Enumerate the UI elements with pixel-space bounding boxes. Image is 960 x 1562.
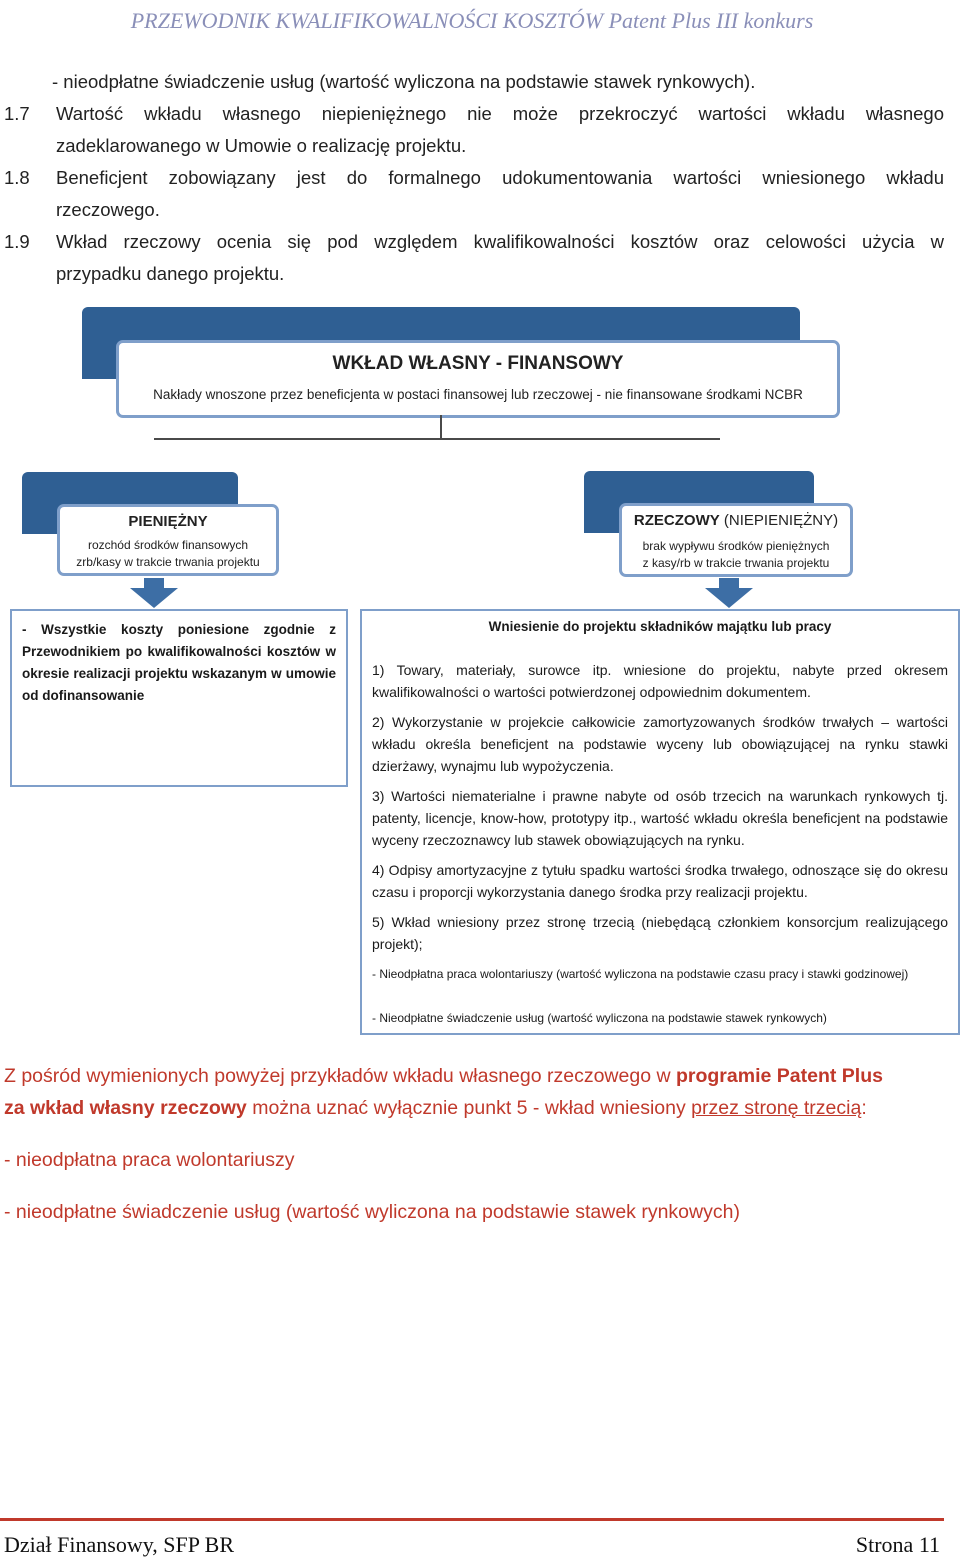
left-arrow-shaft [144,578,164,588]
item-number: 1.7 [4,103,30,124]
note-text: : [861,1097,867,1119]
item-line: przypadku danego projektu. [56,263,285,284]
note-line-1 [4,1062,944,1090]
footer-page-number: Strona 11 [855,1532,940,1557]
right-list-item: 4) Odpisy amortyzacyjne z tytułu spadku wartości środka trwałego, odnoszące się do okresu czasu i proporcji wykorzystania danego środka przy realizacji projektu. [372,862,948,900]
page-header-title: PRZEWODNIK KWALIFIKOWALNOŚCI KOSZTÓW Patent Plus III konkurs [130,8,814,33]
left-arrow-head [130,588,178,608]
left-list-text: - Wszystkie koszty poniesione zgodnie z Przewodnikiem po kwalifikowalności kosztów w okresie realizacji projektu wskazanym w umowie od dofinansowanie [22,622,336,703]
main-subtitle: Nakłady wnoszone przez beneficjenta w postaci finansowej lub rzeczowej - nie finansowane środkami NCBR [153,387,803,402]
item-line: zadeklarowanego w Umowie o realizację projektu. [56,135,467,156]
item-1-9 [4,226,944,290]
right-list-subitem: - Nieodpłatne świadczenie usług (wartość wyliczona na podstawie stawek rynkowych) [372,1011,827,1025]
right-list-item: 1) Towary, materiały, surowce itp. wniesione do projektu, nabyte przed okresem kwalifikowalności o wartości potwierdzonej odpowiednim dokumentem. [372,662,948,700]
note-text: można uznać wyłącznie punkt 5 - wkład wniesiony [246,1097,692,1119]
item-line: rzeczowego. [56,199,160,220]
left-line: zrb/kasy w trakcie trwania projektu [76,555,260,569]
item-line: Wartość wkładu własnego niepieniężnego nie może przekroczyć wartości wkładu własnego [56,103,944,124]
note-emphasis: za wkład własny rzeczowy [4,1097,247,1119]
left-box [57,504,279,576]
note-bullet: - nieodpłatna praca wolontariuszy [4,1149,295,1171]
left-title: PIENIĘŻNY [128,513,208,530]
right-list-item: 5) Wkład wniesiony przez stronę trzecią (niebędącą członkiem konsorcjum realizującego projekt); [372,914,948,952]
left-line: rozchód środków finansowych [87,538,249,552]
item-number: 1.8 [4,167,30,188]
main-title: WKŁAD WŁASNY - FINANSOWY [332,353,624,374]
intro-line: - nieodpłatne świadczenie usług (wartość wyliczona na podstawie stawek rynkowych). [52,71,756,92]
item-1-8 [4,162,944,226]
right-title: RZECZOWY [633,512,720,529]
left-list-box [10,609,348,787]
right-list-item: 3) Wartości niematerialne i prawne nabyte od osób trzecich na warunkach rynkowych tj. patenty, licencje, know-how, prototypy itp., wartość wkładu określa beneficjent na podstawie wyceny rzeczoznawcy lub stawek obowiązujących na rynku. [372,788,948,848]
item-line: Wkład rzeczowy ocenia się pod względem kwalifikowalności kosztów oraz celowości użycia w [56,231,944,252]
note-text: Z pośród wymienionych powyżej przykładów wkładu własnego rzeczowego w [4,1065,676,1087]
right-line: z kasy/rb w trakcie trwania projektu [642,556,830,570]
right-title-suffix: (NIEPIENIĘŻNY) [723,512,839,529]
item-line: Beneficjent zobowiązany jest do formalnego udokumentowania wartości wniesionego wkładu [56,167,944,188]
right-line: brak wypływu środków pieniężnych [642,539,830,553]
note-bullet: - nieodpłatne świadczenie usług (wartość wyliczona na podstawie stawek rynkowych) [4,1201,740,1223]
footer-divider [0,1518,944,1521]
right-arrow-head [705,588,753,608]
right-list-item: 2) Wykorzystanie w projekcie całkowicie zamortyzowanych środków trwałych – wartości wkładu określa beneficjent na podstawie wyceny lub obowiązującej na rynku stawki dzierżawy, wynajmu lub wypożyczenia. [372,714,948,774]
right-arrow-shaft [719,578,739,588]
footer-left: Dział Finansowy, SFP BR [4,1532,235,1557]
main-box [116,340,840,418]
item-1-7 [4,98,944,162]
item-number: 1.9 [4,231,30,252]
right-list-box [360,609,960,1035]
connector-horizontal [154,438,720,440]
note-emphasis: programie Patent Plus [675,1065,883,1087]
right-list-heading: Wniesienie do projektu składników majątku lub pracy [488,619,832,634]
right-list-subitem: - Nieodpłatna praca wolontariuszy (wartość wyliczona na podstawie czasu pracy i stawki godzinowej) [372,967,909,981]
note-line-2 [4,1094,944,1122]
right-title-row [622,512,850,529]
connector-vertical [440,415,442,439]
right-box [619,503,853,577]
note-underlined: przez stronę trzecią [691,1097,862,1119]
